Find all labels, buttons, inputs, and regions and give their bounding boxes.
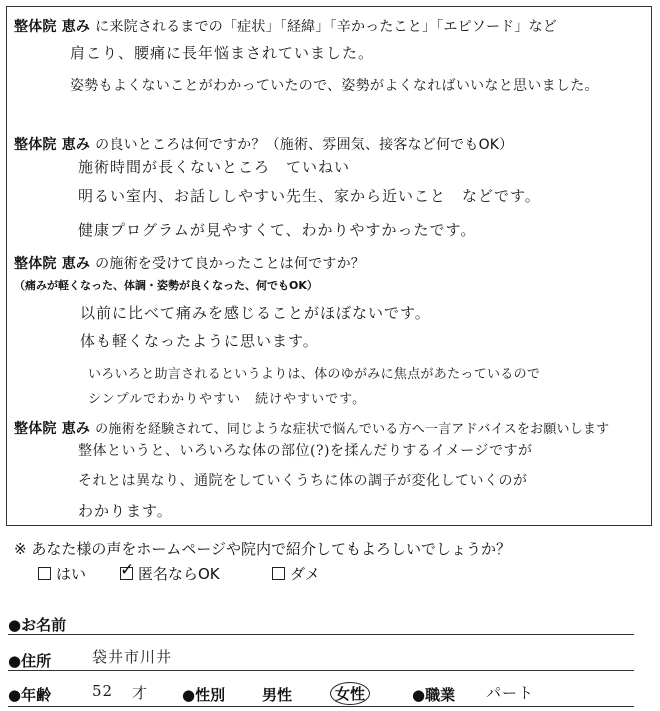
question-2-text: の良いところは何ですか？（施術、雰囲気、接客など何でもOK）	[95, 137, 514, 153]
answer-2-line-2: 明るい室内、お話ししやすい先生、家から近いこと などです。	[78, 187, 541, 205]
job-label: ●職業	[412, 686, 456, 704]
question-4-clinic: 恵み	[61, 421, 91, 437]
answer-1-line-2: 姿勢もよくないことがわかっていたので、姿勢がよくなればいいなと思いました。	[70, 78, 599, 94]
consent-option-anonymous-label: 匿名ならOK	[138, 565, 220, 583]
check-mark-icon: ✓	[120, 560, 135, 580]
answer-1-line-1: 肩こり、腰痛に長年悩まされていました。	[70, 44, 375, 62]
gender-label: ●性別	[182, 686, 226, 704]
name-label: ●お名前	[8, 616, 67, 634]
question-3-text: の施術を受けて良かったことは何ですか？	[95, 256, 365, 272]
answer-3-line-1: 以前に比べて痛みを感じることがほぼないです。	[80, 304, 431, 322]
checkbox-yes[interactable]	[38, 567, 51, 580]
consent-question: ※ あなた様の声をホームページや院内で紹介してもよろしいでしょうか？	[14, 540, 512, 558]
question-2-prefix: 整体院	[14, 137, 57, 153]
profile-underline	[8, 706, 634, 707]
answer-4-line-2: それとは異なり、通院をしていくうちに体の調子が変化していくのが	[78, 473, 528, 489]
question-1-clinic: 恵み	[61, 19, 91, 35]
consent-option-no[interactable]	[272, 563, 320, 584]
gender-female[interactable]	[334, 682, 370, 705]
question-1-prefix: 整体院	[14, 19, 57, 35]
question-3	[14, 253, 365, 273]
question-1-text: に来院されるまでの「症状」「経緯」「辛かったこと」「エピソード」など	[95, 19, 557, 35]
answer-4-line-3: わかります。	[78, 502, 173, 520]
job-value[interactable]: パート	[486, 684, 535, 702]
answer-2-line-1: 施術時間が長くないところ ていねい	[78, 158, 351, 176]
age-unit: 才	[132, 684, 149, 702]
consent-option-no-label: ダメ	[290, 565, 321, 583]
address-underline	[8, 670, 634, 671]
checkbox-no[interactable]	[272, 567, 285, 580]
consent-option-anonymous[interactable]	[120, 560, 220, 584]
answer-3-line-3: いろいろと助言されるというよりは、体のゆがみに焦点があたっているので	[88, 367, 541, 382]
name-underline	[8, 634, 634, 635]
answer-3-line-4: シンプルでわかりやすい 続けやすいです。	[88, 392, 367, 407]
age-value[interactable]: 52	[92, 682, 114, 700]
question-3-clinic: 恵み	[61, 256, 91, 272]
consent-option-yes-label: はい	[56, 565, 87, 583]
gender-male[interactable]: 男性	[262, 686, 293, 704]
question-4	[14, 418, 609, 438]
address-label: ●住所	[8, 652, 52, 670]
question-2-clinic: 恵み	[61, 137, 91, 153]
age-label: ●年齢	[8, 686, 52, 704]
consent-option-yes[interactable]	[38, 563, 86, 584]
question-4-text: の施術を経験されて、同じような症状で悩んでいる方へ一言アドバイスをお願いします	[95, 422, 610, 437]
question-2	[14, 134, 513, 154]
answer-4-line-1: 整体というと、いろいろな体の部位(?)を揉んだりするイメージですが	[78, 443, 533, 459]
address-value[interactable]: 袋井市川井	[92, 648, 173, 666]
question-4-prefix: 整体院	[14, 421, 57, 437]
question-1	[14, 16, 557, 36]
question-3-prefix: 整体院	[14, 256, 57, 272]
answer-3-line-2: 体も軽くなったように思います。	[80, 332, 319, 350]
question-3-note: （痛みが軽くなった、体調・姿勢が良くなった、何でもOK）	[14, 279, 318, 292]
checkbox-anonymous[interactable]	[120, 560, 135, 580]
answer-2-line-3: 健康プログラムが見やすくて、わかりやすかったです。	[78, 221, 477, 239]
gender-female-circled: 女性	[330, 682, 370, 705]
